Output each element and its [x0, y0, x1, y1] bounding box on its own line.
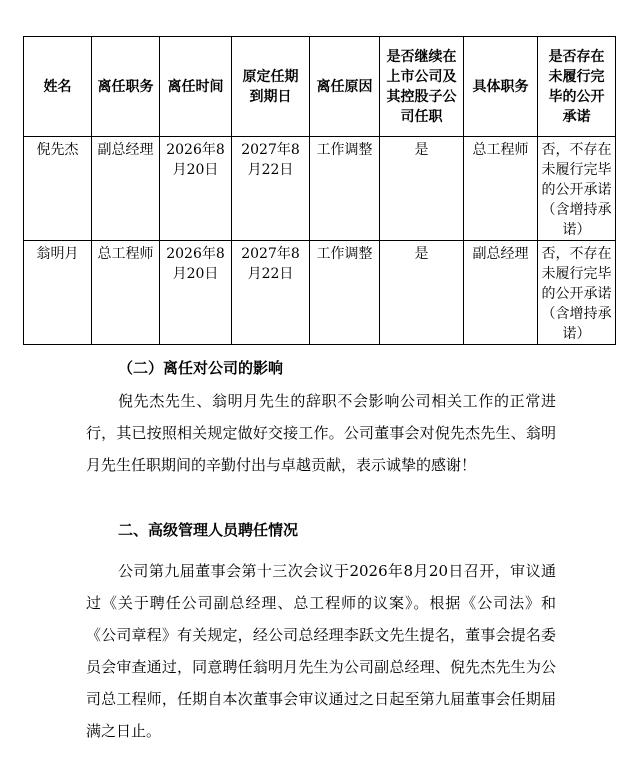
cell-name: 翁明月	[24, 241, 92, 345]
table-header-row	[24, 37, 616, 137]
cell-new-position: 总工程师	[464, 137, 538, 241]
cell-position: 总工程师	[92, 241, 160, 345]
cell-departure-date: 2026年8月20日	[160, 137, 232, 241]
cell-departure-date: 2026年8月20日	[160, 241, 232, 345]
header-term-end-date: 原定任期到期日	[232, 37, 310, 137]
appointment-heading: 二、高级管理人员聘任情况	[118, 521, 299, 539]
appointment-paragraph: 公司第九届董事会第十三次会议于2026年8月20日召开，审议通过《关于聘任公司副总经理、总工程师的议案》。根据《公司法》和《公司章程》有关规定，经公司总经理李跃文先生提名，董事会提名委员会审查通过，同意聘任翁明月先生为公司副总经理、倪先杰先生为公司总工程师，任期自本次董事会审议通过之日起至第九届董事会任期届满之日止。	[86, 562, 556, 740]
cell-continue-service: 是	[380, 137, 464, 241]
header-position: 离任职务	[92, 37, 160, 137]
table-row	[24, 241, 616, 345]
header-new-position: 具体职务	[464, 37, 538, 137]
cell-continue-service: 是	[380, 241, 464, 345]
cell-reason: 工作调整	[310, 137, 380, 241]
departure-info-table	[23, 36, 616, 345]
cell-commitments: 否，不存在未履行完毕的公开承诺（含增持承诺）	[538, 137, 616, 241]
header-commitments: 是否存在未履行完毕的公开承诺	[538, 37, 616, 137]
cell-term-end-date: 2027年8月22日	[232, 241, 310, 345]
cell-new-position: 副总经理	[464, 241, 538, 345]
header-departure-date: 离任时间	[160, 37, 232, 137]
header-reason: 离任原因	[310, 37, 380, 137]
impact-heading: （二）离任对公司的影响	[118, 359, 284, 377]
impact-paragraph: 倪先杰先生、翁明月先生的辞职不会影响公司相关工作的正常进行，其已按照相关规定做好交接工作。公司董事会对倪先杰先生、翁明月先生任职期间的辛勤付出与卓越贡献，表示诚挚的感谢！	[86, 392, 556, 474]
cell-name: 倪先杰	[24, 137, 92, 241]
table-row	[24, 137, 616, 241]
cell-reason: 工作调整	[310, 241, 380, 345]
cell-term-end-date: 2027年8月22日	[232, 137, 310, 241]
cell-position: 副总经理	[92, 137, 160, 241]
header-name: 姓名	[24, 37, 92, 137]
cell-commitments: 否，不存在未履行完毕的公开承诺（含增持承诺）	[538, 241, 616, 345]
header-continue-service: 是否继续在上市公司及其控股子公司任职	[380, 37, 464, 137]
